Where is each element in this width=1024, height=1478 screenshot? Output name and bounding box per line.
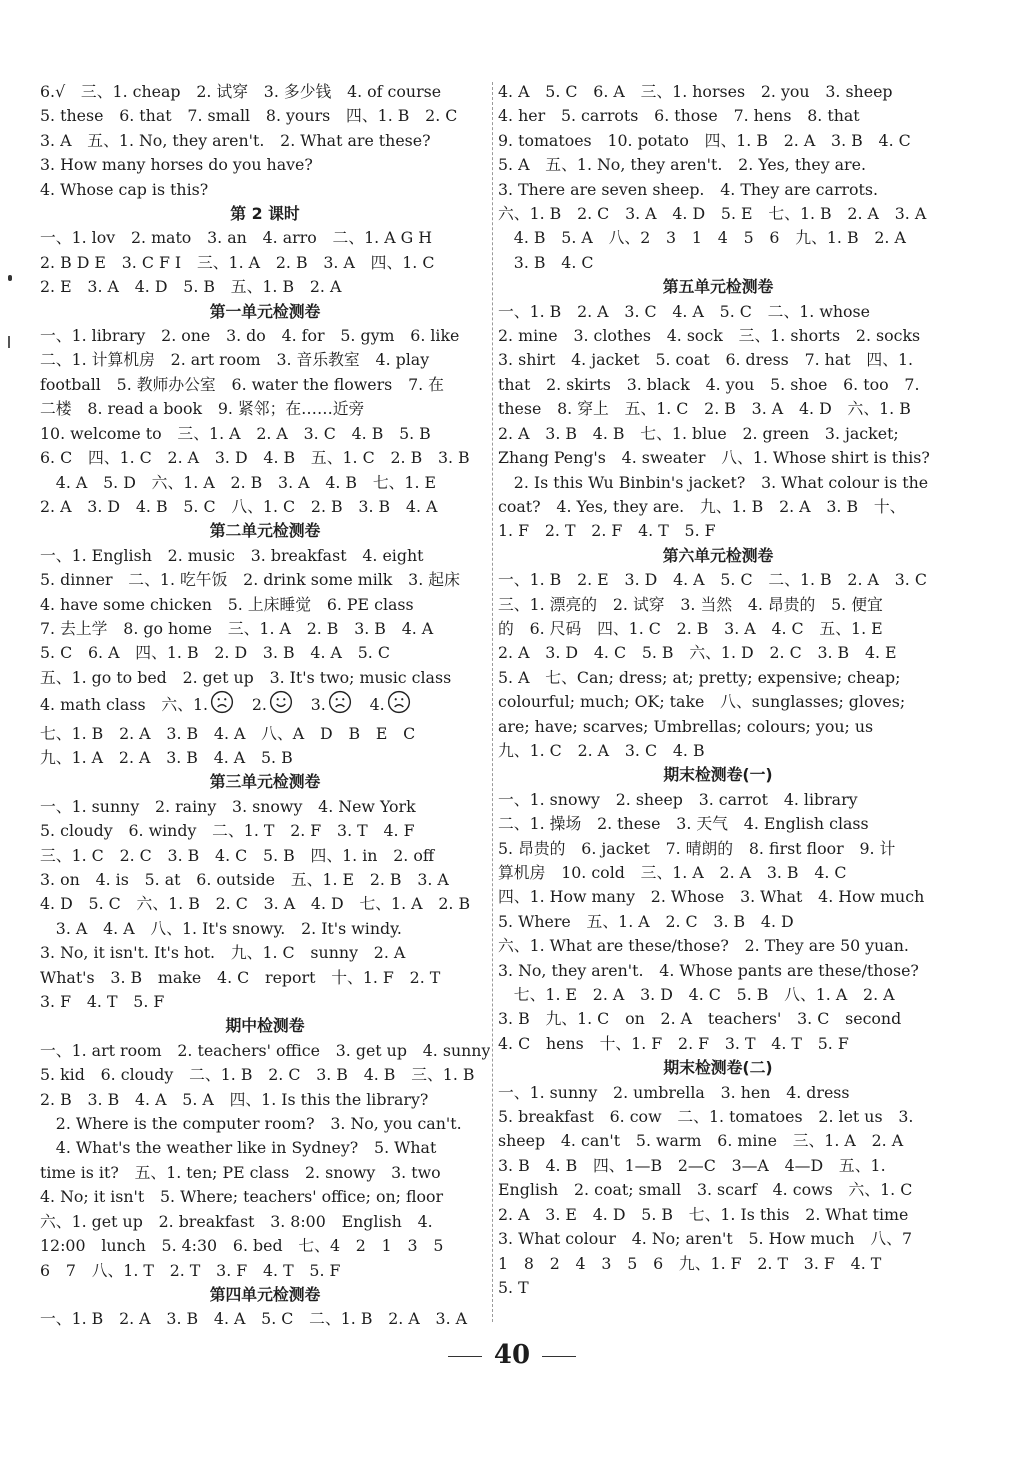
- answer-line: 3. B 九、1. C on 2. A teachers' 3. C second: [498, 1009, 902, 1029]
- sad-face-icon: [328, 690, 352, 721]
- answer-line: 5. these 6. that 7. small 8. yours 四、1. B 2. C: [40, 106, 458, 126]
- answer-line: that 2. skirts 3. black 4. you 5. shoe 6. too 7.: [498, 374, 920, 394]
- answer-line: 5. cloudy 6. windy 二、1. T 2. F 3. T 4. F: [40, 821, 415, 841]
- answer-line: 2. E 3. A 4. D 5. B 五、1. B 2. A: [40, 277, 342, 297]
- binding-mark: [8, 275, 12, 281]
- answer-line: 六、1. get up 2. breakfast 3. 8:00 English 4.: [40, 1211, 433, 1231]
- answer-line: 一、1. art room 2. teachers' office 3. get up 4. sunny: [40, 1040, 490, 1060]
- footer-dash: [542, 1356, 576, 1357]
- happy-face-icon: [269, 690, 293, 721]
- answer-line: 3. A 4. A 八、1. It's snowy. 2. It's windy.: [40, 918, 402, 938]
- answer-line: 4. her 5. carrots 6. those 7. hens 8. that: [498, 106, 860, 126]
- answer-line: 3. There are seven sheep. 4. They are carrots.: [498, 179, 879, 199]
- answer-line: 4. D 5. C 六、1. B 2. C 3. A 4. D 七、1. A 2. B: [40, 894, 471, 914]
- page-number-footer: [0, 1340, 1024, 1370]
- answer-line: 6.√ 三、1. cheap 2. 试穿 3. 多少钱 4. of course: [40, 82, 442, 101]
- answer-line: 一、1. library 2. one 3. do 4. for 5. gym 6. like: [40, 326, 460, 346]
- answer-line: 一、1. B 2. E 3. D 4. A 5. C 二、1. B 2. A 3. C: [498, 570, 927, 590]
- right-column: [498, 80, 938, 1300]
- answer-line: 6. C 四、1. C 2. A 3. D 4. B 五、1. C 2. B 3. B: [40, 448, 470, 468]
- answer-line: 5. Where 五、1. A 2. C 3. B 4. D: [498, 911, 794, 931]
- section-heading: 期末检测卷(二): [663, 1058, 773, 1078]
- answer-line: 五、1. go to bed 2. get up 3. It's two; music class: [40, 667, 452, 687]
- answer-line: 3. F 4. T 5. F: [40, 992, 165, 1012]
- answer-line: 的 6. 尺码 四、1. C 2. B 3. A 4. C 五、1. E: [498, 618, 883, 638]
- answer-line: 5. C 6. A 四、1. B 2. D 3. B 4. A 5. C: [40, 643, 390, 663]
- column-divider: [492, 82, 493, 1322]
- answer-line: 5. 昂贵的 6. jacket 7. 晴朗的 8. first floor 9. 计: [498, 838, 896, 858]
- answer-line: are; have; scarves; Umbrellas; colours; you; us: [498, 716, 874, 736]
- section-heading: 第六单元检测卷: [662, 545, 774, 565]
- answer-line: these 8. 穿上 五、1. C 2. B 3. A 4. D 六、1. B: [498, 399, 911, 419]
- answer-line: 3. What colour 4. No; aren't 5. How much 八、7: [498, 1229, 913, 1249]
- footer-dash: [448, 1356, 482, 1357]
- answer-line: 1. F 2. T 2. F 4. T 5. F: [498, 521, 716, 541]
- answer-line: 三、1. 漂亮的 2. 试穿 3. 当然 4. 昂贵的 5. 便宜: [498, 594, 883, 614]
- answer-line: 4. B 5. A 八、2 3 1 4 5 6 九、1. B 2. A: [498, 228, 906, 248]
- answer-line: 一、1. B 2. A 3. B 4. A 5. C 二、1. B 2. A 3. A: [40, 1309, 468, 1329]
- answer-line: coat? 4. Yes, they are. 九、1. B 2. A 3. B 十、: [498, 496, 906, 516]
- answer-line: 一、1. lov 2. mato 3. an 4. arro 二、1. A G H: [40, 228, 433, 248]
- answer-line: 2. B D E 3. C F I 三、1. A 2. B 3. A 四、1. C: [40, 252, 435, 272]
- answer-line: 5. T: [498, 1277, 529, 1297]
- answer-line: 一、1. sunny 2. rainy 3. snowy 4. New York: [40, 796, 416, 816]
- answer-line: 三、1. C 2. C 3. B 4. C 5. B 四、1. in 2. off: [40, 845, 435, 865]
- answer-line: 12:00 lunch 5. 4:30 6. bed 七、4 2 1 3 5: [40, 1236, 444, 1256]
- section-heading: 第 2 课时: [230, 204, 300, 224]
- answer-line: 2. Where is the computer room? 3. No, you can't.: [40, 1114, 462, 1134]
- answer-line: 3. No, they aren't. 4. Whose pants are these/those?: [498, 960, 919, 980]
- answer-line: 七、1. B 2. A 3. B 4. A 八、A D B E C: [40, 723, 416, 743]
- answer-line: 4. A 5. C 6. A 三、1. horses 2. you 3. sheep: [498, 82, 893, 101]
- section-heading: 期末检测卷(一): [663, 765, 773, 785]
- answer-line: 2. B 3. B 4. A 5. A 四、1. Is this the library?: [40, 1089, 429, 1109]
- answer-line: 5. breakfast 6. cow 二、1. tomatoes 2. let us 3.: [498, 1107, 914, 1127]
- answer-line: 二、1. 计算机房 2. art room 3. 音乐教室 4. play: [40, 350, 430, 370]
- answer-line: 2. Is this Wu Binbin's jacket? 3. What colour is the: [498, 472, 929, 492]
- answer-line: 10. welcome to 三、1. A 2. A 3. C 4. B 5. B: [40, 423, 431, 443]
- answer-line: football 5. 教师办公室 6. water the flowers 7. 在: [40, 374, 444, 394]
- answer-line: 3. B 4. C: [498, 252, 594, 272]
- answer-line: 一、1. B 2. A 3. C 4. A 5. C 二、1. whose: [498, 301, 870, 321]
- answer-line: 5. dinner 二、1. 吃午饭 2. drink some milk 3. 起床: [40, 570, 460, 590]
- section-heading: 期中检测卷: [225, 1016, 305, 1036]
- answer-line: 3. B 4. B 四、1—B 2—C 3—A 4—D 五、1.: [498, 1155, 886, 1175]
- left-column: [40, 80, 490, 1332]
- answer-line: 六、1. B 2. C 3. A 4. D 5. E 七、1. B 2. A 3. A: [498, 204, 927, 224]
- answer-line: 4. Whose cap is this?: [40, 179, 209, 199]
- answer-text: 4. math class 六、1.: [40, 695, 209, 715]
- page-number: 40: [493, 1340, 531, 1370]
- answer-line: 4. What's the weather like in Sydney? 5. What: [40, 1138, 437, 1158]
- answer-line: 四、1. How many 2. Whose 3. What 4. How much: [498, 887, 925, 907]
- binding-mark: [8, 336, 10, 348]
- answer-line: colourful; much; OK; take 八、sunglasses; gloves;: [498, 692, 906, 712]
- answer-line: 一、1. snowy 2. sheep 3. carrot 4. library: [498, 789, 858, 809]
- sad-face-icon: [210, 690, 234, 721]
- answer-line: 3. A 五、1. No, they aren't. 2. What are these?: [40, 130, 431, 150]
- answer-line: 5. A 五、1. No, they aren't. 2. Yes, they are.: [498, 155, 866, 175]
- face-number: 4.: [353, 695, 385, 715]
- answer-line: 3. on 4. is 5. at 6. outside 五、1. E 2. B 3. A: [40, 870, 449, 889]
- answer-line: 二、1. 操场 2. these 3. 天气 4. English class: [498, 814, 869, 834]
- answer-line: sheep 4. can't 5. warm 6. mine 三、1. A 2. A: [498, 1131, 904, 1151]
- section-heading: 第二单元检测卷: [209, 521, 321, 541]
- answer-line: 4. A 5. D 六、1. A 2. B 3. A 4. B 七、1. E: [40, 472, 437, 492]
- answer-line: 六、1. What are these/those? 2. They are 50 yuan.: [498, 936, 909, 956]
- answer-line: 1 8 2 4 3 5 6 九、1. F 2. T 3. F 4. T: [498, 1253, 882, 1273]
- answer-line: 3. How many horses do you have?: [40, 155, 313, 175]
- answer-line: 一、1. sunny 2. umbrella 3. hen 4. dress: [498, 1082, 850, 1102]
- answer-line: 2. A 3. D 4. C 5. B 六、1. D 2. C 3. B 4. E: [498, 643, 897, 663]
- face-number: 3.: [294, 695, 326, 715]
- answer-line: 一、1. English 2. music 3. breakfast 4. eight: [40, 545, 424, 565]
- answer-line: 二楼 8. read a book 9. 紧邻；在……近旁: [40, 399, 365, 419]
- answer-line: 5. A 七、Can; dress; at; pretty; expensive; cheap;: [498, 667, 901, 687]
- answer-line: 7. 去上学 8. go home 三、1. A 2. B 3. B 4. A: [40, 618, 434, 638]
- section-heading: 第一单元检测卷: [209, 301, 321, 321]
- answer-line: 九、1. A 2. A 3. B 4. A 5. B: [40, 747, 293, 767]
- answer-line: 算机房 10. cold 三、1. A 2. A 3. B 4. C: [498, 863, 847, 882]
- answer-line: 9. tomatoes 10. potato 四、1. B 2. A 3. B 4. C: [498, 130, 911, 150]
- face-number: 2.: [236, 695, 267, 715]
- answer-line: 2. A 3. E 4. D 5. B 七、1. Is this 2. What time: [498, 1204, 909, 1224]
- answer-line: 2. mine 3. clothes 4. sock 三、1. shorts 2. socks: [498, 326, 921, 346]
- answer-line: 2. A 3. D 4. B 5. C 八、1. C 2. B 3. B 4. A: [40, 496, 438, 516]
- answer-line: Zhang Peng's 4. sweater 八、1. Whose shirt is this?: [498, 448, 930, 468]
- sad-face-icon: [387, 690, 411, 721]
- answer-line: 3. shirt 4. jacket 5. coat 6. dress 7. hat 四、1.: [498, 350, 914, 370]
- answer-line: 七、1. E 2. A 3. D 4. C 5. B 八、1. A 2. A: [498, 985, 895, 1005]
- answer-line: time is it? 五、1. ten; PE class 2. snowy 3. two: [40, 1162, 441, 1182]
- answer-line: 2. A 3. B 4. B 七、1. blue 2. green 3. jacket;: [498, 423, 899, 443]
- answer-line: 4. have some chicken 5. 上床睡觉 6. PE class: [40, 594, 414, 614]
- answer-line: 九、1. C 2. A 3. C 4. B: [498, 740, 705, 760]
- answer-line: 4. C hens 十、1. F 2. F 3. T 4. T 5. F: [498, 1033, 849, 1053]
- answer-line: 3. No, it isn't. It's hot. 九、1. C sunny 2. A: [40, 943, 406, 963]
- answer-line: 6 7 八、1. T 2. T 3. F 4. T 5. F: [40, 1260, 341, 1280]
- answer-line: What's 3. B make 4. C report 十、1. F 2. T: [40, 967, 441, 987]
- answer-line: 4. No; it isn't 5. Where; teachers' office; on; floor: [40, 1187, 444, 1207]
- section-heading: 第五单元检测卷: [662, 277, 774, 297]
- answer-line: English 2. coat; small 3. scarf 4. cows 六、1. C: [498, 1180, 913, 1200]
- answer-line-faces: [40, 690, 490, 721]
- section-heading: 第三单元检测卷: [209, 772, 321, 792]
- section-heading: 第四单元检测卷: [209, 1284, 321, 1304]
- answer-line: 5. kid 6. cloudy 二、1. B 2. C 3. B 4. B 三、1. B: [40, 1065, 475, 1085]
